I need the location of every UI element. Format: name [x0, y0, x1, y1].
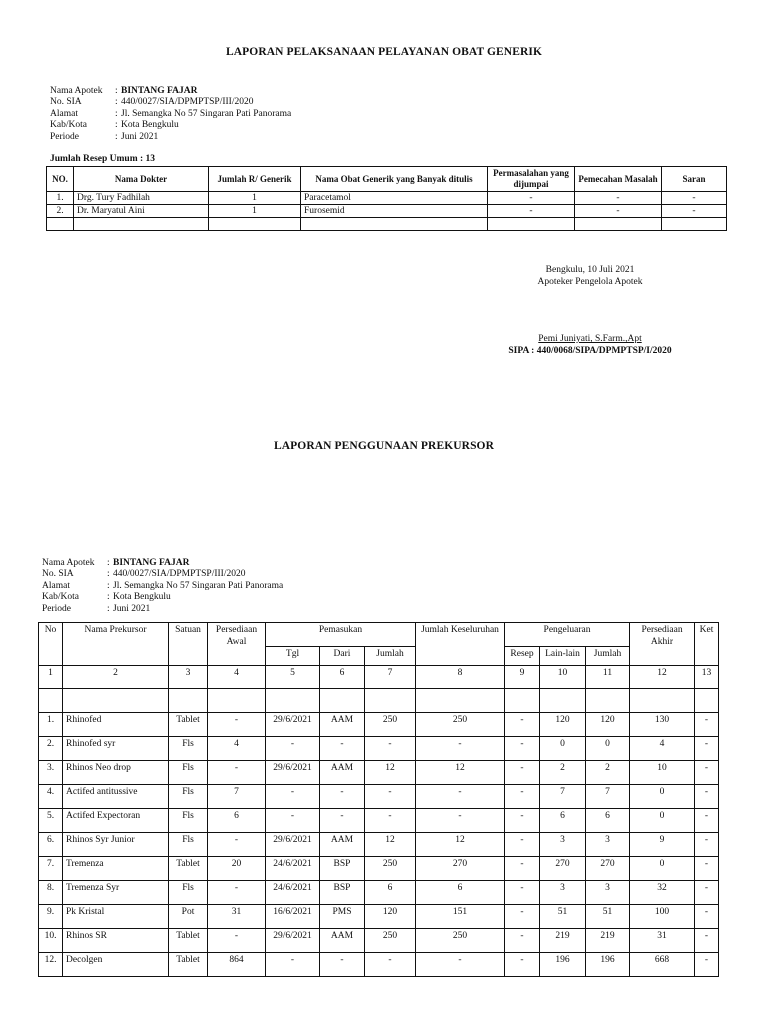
header-no: NO.: [47, 167, 74, 192]
cell-permasalahan: -: [488, 192, 575, 205]
cell-resep: -: [505, 737, 540, 761]
cell-nama-dokter: Drg. Tury Fadhilah: [74, 192, 209, 205]
cell-ket: -: [695, 953, 719, 977]
column-number: 9: [505, 666, 540, 689]
cell-lain-lain: 219: [540, 929, 586, 953]
info-label: Alamat: [50, 108, 78, 119]
info-colon: :: [115, 108, 118, 119]
cell-persediaan-akhir: 4: [630, 737, 695, 761]
signature-name-block: [490, 333, 690, 357]
info-value: Kota Bengkulu: [121, 120, 179, 131]
info-row: [42, 581, 283, 592]
cell-persediaan-akhir: 130: [630, 713, 695, 737]
table-row: [39, 881, 719, 905]
cell-dari: AAM: [320, 713, 365, 737]
signature-block: [500, 264, 680, 288]
table-row: [39, 785, 719, 809]
info-label: Periode: [42, 603, 72, 614]
info-colon: :: [107, 569, 110, 580]
cell-satuan: Pot: [169, 905, 208, 929]
cell-resep: -: [505, 881, 540, 905]
cell-dari: AAM: [320, 761, 365, 785]
cell-resep: -: [505, 809, 540, 833]
cell-no: 2.: [47, 205, 74, 218]
header-jumlah-masuk: Jumlah: [365, 647, 416, 666]
cell-satuan: Tablet: [169, 953, 208, 977]
info-value: Jl. Semangka No 57 Singaran Pati Panorama: [121, 108, 292, 119]
cell-ket: -: [695, 785, 719, 809]
cell-tgl: 29/6/2021: [266, 713, 320, 737]
info-label: Periode: [50, 131, 80, 142]
cell-tgl: 24/6/2021: [266, 857, 320, 881]
cell-empty: [488, 218, 575, 231]
generic-drug-table: [46, 166, 727, 231]
cell-persediaan-awal: 864: [208, 953, 266, 977]
info-colon: :: [107, 558, 110, 568]
cell-persediaan-awal: 20: [208, 857, 266, 881]
cell-no: 4.: [39, 785, 63, 809]
cell-jumlah-keluar: 51: [586, 905, 630, 929]
cell-ket: -: [695, 833, 719, 857]
cell-nama-prekursor: Rhinos Neo drop: [63, 761, 169, 785]
cell-tgl: -: [266, 953, 320, 977]
cell-jumlah-keseluruhan: -: [416, 809, 505, 833]
info-colon: :: [115, 97, 118, 108]
header-jumlah-keseluruhan: Jumlah Keseluruhan: [416, 623, 505, 666]
cell-resep: -: [505, 953, 540, 977]
cell-persediaan-akhir: 0: [630, 809, 695, 833]
table-row: [47, 192, 727, 205]
info-row: [50, 86, 291, 97]
cell-lain-lain: 2: [540, 761, 586, 785]
cell-resep: -: [505, 929, 540, 953]
cell-jumlah-masuk: 12: [365, 833, 416, 857]
cell-no: 7.: [39, 857, 63, 881]
header-no: No: [39, 623, 63, 666]
cell-dari: AAM: [320, 929, 365, 953]
cell-dari: BSP: [320, 881, 365, 905]
cell-pemecahan: -: [575, 192, 662, 205]
cell-dari: -: [320, 809, 365, 833]
header-nama-obat: Nama Obat Generik yang Banyak ditulis: [301, 167, 488, 192]
cell-jumlah-masuk: -: [365, 737, 416, 761]
table-row: [47, 205, 727, 218]
info-row: [42, 592, 283, 603]
cell-dari: PMS: [320, 905, 365, 929]
cell-jumlah-keluar: 6: [586, 809, 630, 833]
info-value: 440/0027/SIA/DPMPTSP/III/2020: [121, 97, 254, 108]
cell-satuan: Fls: [169, 785, 208, 809]
cell-empty: [416, 689, 505, 713]
cell-lain-lain: 3: [540, 881, 586, 905]
info-colon: :: [107, 592, 110, 603]
signature-place-date: Bengkulu, 10 Juli 2021: [545, 265, 635, 275]
cell-no: 12.: [39, 953, 63, 977]
cell-jumlah-masuk: 120: [365, 905, 416, 929]
cell-ket: -: [695, 761, 719, 785]
cell-jumlah-keluar: 0: [586, 737, 630, 761]
cell-jumlah-masuk: -: [365, 809, 416, 833]
signature-role: Apoteker Pengelola Apotek: [537, 277, 643, 287]
cell-jumlah-keseluruhan: 270: [416, 857, 505, 881]
cell-nama-dokter: Dr. Maryatul Aini: [74, 205, 209, 218]
cell-no: 10.: [39, 929, 63, 953]
cell-persediaan-akhir: 0: [630, 857, 695, 881]
cell-persediaan-akhir: 9: [630, 833, 695, 857]
cell-satuan: Fls: [169, 809, 208, 833]
cell-persediaan-awal: 4: [208, 737, 266, 761]
cell-empty: [208, 689, 266, 713]
info-row: [42, 604, 283, 615]
info-colon: :: [115, 86, 118, 96]
cell-tgl: 24/6/2021: [266, 881, 320, 905]
cell-ket: -: [695, 929, 719, 953]
column-number: 10: [540, 666, 586, 689]
cell-jumlah-masuk: 250: [365, 713, 416, 737]
header-nama-dokter: Nama Dokter: [74, 167, 209, 192]
cell-persediaan-akhir: 10: [630, 761, 695, 785]
header-pengeluaran: Pengeluaran: [505, 623, 630, 647]
cell-no: 1.: [39, 713, 63, 737]
cell-pemecahan: -: [575, 205, 662, 218]
table-header-row: [39, 623, 719, 647]
cell-nama-prekursor: Rhinos Syr Junior: [63, 833, 169, 857]
cell-empty: [365, 689, 416, 713]
column-number: 3: [169, 666, 208, 689]
column-number: 7: [365, 666, 416, 689]
column-number: 2: [63, 666, 169, 689]
cell-empty: [575, 218, 662, 231]
cell-saran: -: [662, 205, 727, 218]
table-row-empty: [39, 689, 719, 713]
cell-tgl: 29/6/2021: [266, 761, 320, 785]
cell-nama-prekursor: Actifed antitussive: [63, 785, 169, 809]
cell-tgl: 16/6/2021: [266, 905, 320, 929]
cell-persediaan-awal: 7: [208, 785, 266, 809]
signature-name: Pemi Juniyati, S.Farm.,Apt: [538, 334, 642, 344]
cell-resep: -: [505, 833, 540, 857]
column-number: 1: [39, 666, 63, 689]
cell-jumlah-keluar: 3: [586, 881, 630, 905]
cell-empty: [266, 689, 320, 713]
cell-nama-prekursor: Tremenza: [63, 857, 169, 881]
info-value: 440/0027/SIA/DPMPTSP/III/2020: [113, 569, 246, 580]
cell-nama-obat: Paracetamol: [301, 192, 488, 205]
cell-nama-obat: Furosemid: [301, 205, 488, 218]
cell-no: 8.: [39, 881, 63, 905]
cell-ket: -: [695, 737, 719, 761]
column-number: 13: [695, 666, 719, 689]
cell-persediaan-awal: -: [208, 761, 266, 785]
column-number: 12: [630, 666, 695, 689]
signature-sipa: SIPA : 440/0068/SIPA/DPMPTSP/I/2020: [508, 346, 672, 356]
info-label: Alamat: [42, 580, 70, 591]
cell-satuan: Tablet: [169, 857, 208, 881]
header-persediaan-awal: Persediaan Awal: [208, 623, 266, 666]
cell-jumlah-r: 1: [209, 192, 301, 205]
info-value: Juni 2021: [121, 131, 159, 142]
cell-empty: [586, 689, 630, 713]
cell-empty: [209, 218, 301, 231]
cell-resep: -: [505, 713, 540, 737]
column-number: 5: [266, 666, 320, 689]
cell-jumlah-masuk: 6: [365, 881, 416, 905]
cell-no: 6.: [39, 833, 63, 857]
info-label: Nama Apotek: [50, 86, 103, 96]
info-label: Nama Apotek: [42, 558, 95, 568]
cell-jumlah-keseluruhan: 151: [416, 905, 505, 929]
header-permasalahan: Permasalahan yang dijumpai: [488, 167, 575, 192]
cell-jumlah-keluar: 7: [586, 785, 630, 809]
cell-jumlah-masuk: 250: [365, 929, 416, 953]
info-colon: :: [107, 580, 110, 591]
cell-tgl: -: [266, 737, 320, 761]
cell-empty: [39, 689, 63, 713]
header-satuan: Satuan: [169, 623, 208, 666]
cell-persediaan-akhir: 32: [630, 881, 695, 905]
cell-jumlah-keluar: 196: [586, 953, 630, 977]
cell-jumlah-keseluruhan: -: [416, 953, 505, 977]
cell-jumlah-keluar: 270: [586, 857, 630, 881]
cell-no: 1.: [47, 192, 74, 205]
table-row: [39, 737, 719, 761]
cell-jumlah-keluar: 120: [586, 713, 630, 737]
cell-empty: [630, 689, 695, 713]
cell-lain-lain: 3: [540, 833, 586, 857]
header-pemasukan: Pemasukan: [266, 623, 416, 647]
cell-empty: [63, 689, 169, 713]
cell-no: 9.: [39, 905, 63, 929]
cell-satuan: Fls: [169, 761, 208, 785]
table-row: [39, 929, 719, 953]
header-nama-prekursor: Nama Prekursor: [63, 623, 169, 666]
info-colon: :: [115, 120, 118, 131]
cell-nama-prekursor: Rhinofed: [63, 713, 169, 737]
report1-title: LAPORAN PELAKSANAAN PELAYANAN OBAT GENERIK: [225, 46, 543, 58]
column-number: 11: [586, 666, 630, 689]
cell-satuan: Fls: [169, 737, 208, 761]
column-number: 4: [208, 666, 266, 689]
cell-permasalahan: -: [488, 205, 575, 218]
cell-jumlah-keseluruhan: 12: [416, 761, 505, 785]
cell-resep: -: [505, 761, 540, 785]
info-row: [42, 558, 283, 569]
report1-info: [50, 86, 291, 143]
cell-nama-prekursor: Rhinos SR: [63, 929, 169, 953]
info-value: BINTANG FAJAR: [113, 558, 190, 568]
cell-saran: -: [662, 192, 727, 205]
cell-persediaan-awal: -: [208, 929, 266, 953]
info-row: [50, 120, 291, 131]
cell-ket: -: [695, 905, 719, 929]
cell-satuan: Tablet: [169, 929, 208, 953]
cell-jumlah-keseluruhan: 250: [416, 713, 505, 737]
cell-persediaan-akhir: 31: [630, 929, 695, 953]
table-row: [39, 953, 719, 977]
cell-persediaan-awal: -: [208, 881, 266, 905]
header-saran: Saran: [662, 167, 727, 192]
cell-lain-lain: 0: [540, 737, 586, 761]
cell-ket: -: [695, 881, 719, 905]
cell-lain-lain: 120: [540, 713, 586, 737]
cell-satuan: Fls: [169, 833, 208, 857]
cell-empty: [169, 689, 208, 713]
cell-dari: -: [320, 953, 365, 977]
cell-persediaan-akhir: 100: [630, 905, 695, 929]
cell-ket: -: [695, 857, 719, 881]
cell-tgl: -: [266, 785, 320, 809]
cell-nama-prekursor: Pk Kristal: [63, 905, 169, 929]
header-ket: Ket: [695, 623, 719, 666]
cell-jumlah-keluar: 2: [586, 761, 630, 785]
cell-empty: [695, 689, 719, 713]
cell-empty: [74, 218, 209, 231]
cell-persediaan-awal: -: [208, 833, 266, 857]
info-row: [50, 132, 291, 143]
cell-jumlah-masuk: 250: [365, 857, 416, 881]
cell-lain-lain: 6: [540, 809, 586, 833]
table-row: [39, 833, 719, 857]
column-number-row: [39, 666, 719, 689]
cell-resep: -: [505, 785, 540, 809]
cell-nama-prekursor: Tremenza Syr: [63, 881, 169, 905]
table-header-row: [47, 167, 727, 192]
header-resep: Resep: [505, 647, 540, 666]
column-number: 6: [320, 666, 365, 689]
cell-jumlah-masuk: 12: [365, 761, 416, 785]
header-pemecahan: Pemecahan Masalah: [575, 167, 662, 192]
cell-ket: -: [695, 713, 719, 737]
report2-info: [42, 558, 283, 615]
header-dari: Dari: [320, 647, 365, 666]
cell-persediaan-akhir: 0: [630, 785, 695, 809]
report2-title: LAPORAN PENGGUNAAN PREKURSOR: [273, 440, 495, 452]
info-label: No. SIA: [50, 97, 82, 108]
resep-umum-count: Jumlah Resep Umum : 13: [50, 154, 156, 164]
info-colon: :: [107, 603, 110, 614]
info-row: [50, 97, 291, 108]
cell-jumlah-keluar: 3: [586, 833, 630, 857]
cell-lain-lain: 51: [540, 905, 586, 929]
cell-lain-lain: 7: [540, 785, 586, 809]
table-row: [39, 809, 719, 833]
cell-empty: [47, 218, 74, 231]
cell-nama-prekursor: Actifed Expectoran: [63, 809, 169, 833]
cell-dari: -: [320, 785, 365, 809]
cell-lain-lain: 196: [540, 953, 586, 977]
info-label: Kab/Kota: [42, 592, 79, 603]
cell-jumlah-r: 1: [209, 205, 301, 218]
cell-persediaan-awal: 6: [208, 809, 266, 833]
cell-empty: [301, 218, 488, 231]
table-row-empty: [47, 218, 727, 231]
cell-dari: -: [320, 737, 365, 761]
cell-tgl: -: [266, 809, 320, 833]
cell-resep: -: [505, 857, 540, 881]
info-value: Kota Bengkulu: [113, 592, 171, 603]
cell-satuan: Tablet: [169, 713, 208, 737]
cell-jumlah-keseluruhan: 6: [416, 881, 505, 905]
cell-jumlah-masuk: -: [365, 953, 416, 977]
table-row: [39, 761, 719, 785]
cell-ket: -: [695, 809, 719, 833]
info-row: [50, 109, 291, 120]
cell-jumlah-keseluruhan: -: [416, 785, 505, 809]
info-value: Jl. Semangka No 57 Singaran Pati Panorama: [113, 580, 284, 591]
cell-empty: [320, 689, 365, 713]
header-persediaan-akhir: Persediaan Akhir: [630, 623, 695, 666]
cell-jumlah-keseluruhan: 250: [416, 929, 505, 953]
header-lain-lain: Lain-lain: [540, 647, 586, 666]
table-row: [39, 713, 719, 737]
header-jumlah-keluar: Jumlah: [586, 647, 630, 666]
info-colon: :: [115, 131, 118, 142]
cell-persediaan-akhir: 668: [630, 953, 695, 977]
cell-empty: [540, 689, 586, 713]
prekursor-table: [38, 622, 719, 977]
cell-no: 2.: [39, 737, 63, 761]
cell-lain-lain: 270: [540, 857, 586, 881]
cell-persediaan-awal: 31: [208, 905, 266, 929]
info-label: Kab/Kota: [50, 120, 87, 131]
cell-no: 5.: [39, 809, 63, 833]
cell-nama-prekursor: Decolgen: [63, 953, 169, 977]
cell-empty: [662, 218, 727, 231]
cell-tgl: 29/6/2021: [266, 929, 320, 953]
cell-tgl: 29/6/2021: [266, 833, 320, 857]
column-number: 8: [416, 666, 505, 689]
cell-persediaan-awal: -: [208, 713, 266, 737]
cell-dari: BSP: [320, 857, 365, 881]
cell-jumlah-masuk: -: [365, 785, 416, 809]
info-label: No. SIA: [42, 569, 74, 580]
cell-jumlah-keseluruhan: -: [416, 737, 505, 761]
cell-jumlah-keluar: 219: [586, 929, 630, 953]
header-tgl: Tgl: [266, 647, 320, 666]
table-row: [39, 905, 719, 929]
table-row: [39, 857, 719, 881]
cell-dari: AAM: [320, 833, 365, 857]
info-value: Juni 2021: [113, 603, 151, 614]
cell-empty: [505, 689, 540, 713]
cell-nama-prekursor: Rhinofed syr: [63, 737, 169, 761]
header-jumlah-r: Jumlah R/ Generik: [209, 167, 301, 192]
cell-no: 3.: [39, 761, 63, 785]
cell-resep: -: [505, 905, 540, 929]
info-row: [42, 569, 283, 580]
info-value: BINTANG FAJAR: [121, 86, 198, 96]
cell-satuan: Fls: [169, 881, 208, 905]
cell-jumlah-keseluruhan: 12: [416, 833, 505, 857]
